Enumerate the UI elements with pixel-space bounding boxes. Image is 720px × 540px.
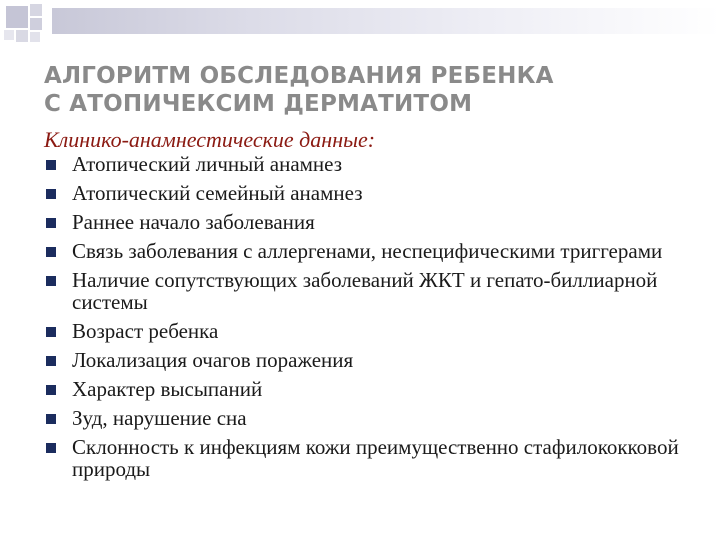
slide-title	[44, 62, 704, 118]
square-bullet-icon	[46, 356, 56, 366]
list-item	[44, 240, 704, 262]
square-bullet-icon	[46, 189, 56, 199]
list-item-text: Связь заболевания с аллергенами, неспецифическими триггерами	[72, 239, 663, 263]
slide-title-line-1: АЛГОРИТМ ОБСЛЕДОВАНИЯ РЕБЕНКА	[44, 63, 554, 89]
list-item-text: Атопический семейный анамнез	[72, 181, 363, 205]
list-item-text: Раннее начало заболевания	[72, 210, 315, 234]
list-item	[44, 153, 704, 175]
square-bullet-icon	[46, 327, 56, 337]
decor-square	[16, 30, 28, 42]
square-bullet-icon	[46, 218, 56, 228]
list-item	[44, 211, 704, 233]
list-item-text: Атопический личный анамнез	[72, 152, 343, 176]
square-bullet-icon	[46, 160, 56, 170]
list-item-text: Возраст ребенка	[72, 319, 219, 343]
slide-title-line-2: С АТОПИЧЕКСИМ ДЕРМАТИТОМ	[44, 91, 473, 117]
decor-square	[30, 18, 42, 30]
decor-square	[6, 6, 28, 28]
list-item	[44, 378, 704, 400]
list-item-text: Наличие сопутствующих заболеваний ЖКТ и гепато-биллиарной системы	[72, 268, 658, 314]
square-bullet-icon	[46, 247, 56, 257]
list-item	[44, 407, 704, 429]
list-item	[44, 269, 704, 313]
list-item-text: Характер высыпаний	[72, 377, 263, 401]
decor-square	[30, 4, 42, 16]
section-subheading: Клинико-анамнестические данные:	[44, 127, 376, 152]
square-bullet-icon	[46, 276, 56, 286]
list-item-text: Склонность к инфекциям кожи преимущественно стафилококковой природы	[72, 435, 679, 481]
list-item-text: Зуд, нарушение сна	[72, 406, 247, 430]
square-bullet-icon	[46, 443, 56, 453]
decor-square	[30, 32, 40, 42]
criteria-list	[44, 153, 704, 487]
list-item	[44, 349, 704, 371]
square-bullet-icon	[46, 385, 56, 395]
list-item	[44, 436, 704, 480]
list-item	[44, 320, 704, 342]
list-item	[44, 182, 704, 204]
header-gradient-bar	[52, 8, 720, 34]
square-bullet-icon	[46, 414, 56, 424]
list-item-text: Локализация очагов поражения	[72, 348, 354, 372]
header-decoration	[0, 0, 720, 52]
decor-square	[4, 30, 14, 40]
